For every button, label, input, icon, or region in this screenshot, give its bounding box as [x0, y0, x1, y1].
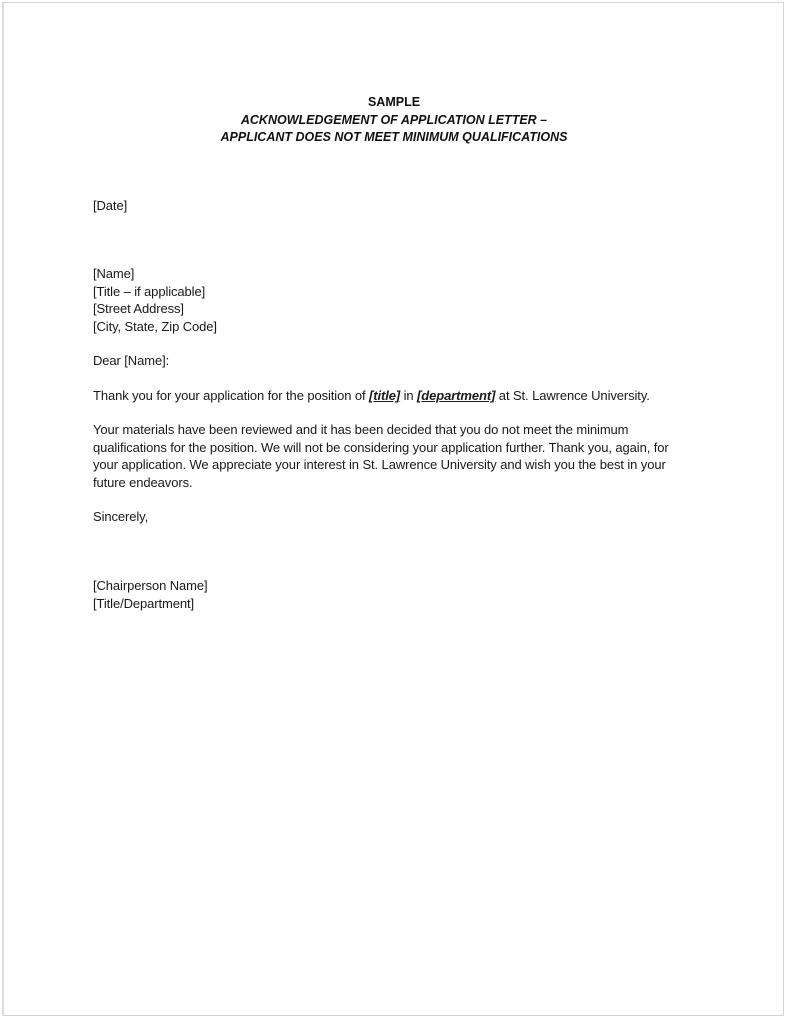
- signature-name: [Chairperson Name]: [93, 578, 208, 593]
- p1-prefix: Thank you for your application for the position of: [93, 388, 370, 403]
- paragraph-2-line-1: Your materials have been reviewed and it has been decided that you do not meet the minimum: [93, 422, 629, 437]
- sample-label: SAMPLE: [367, 95, 421, 109]
- date-placeholder: [Date]: [93, 198, 128, 213]
- title-line-1: ACKNOWLEDGEMENT OF APPLICATION LETTER –: [240, 112, 548, 127]
- p1-suffix: at St. Lawrence University.: [495, 388, 650, 403]
- title-line-2: APPLICANT DOES NOT MEET MINIMUM QUALIFICATIONS: [220, 130, 568, 144]
- closing: Sincerely,: [93, 509, 149, 524]
- department-placeholder: [department]: [417, 388, 496, 403]
- paragraph-2-line-4: future endeavors.: [93, 475, 193, 490]
- paragraph-2-line-3: your application. We appreciate your interest in St. Lawrence University and wish you the best in your: [93, 457, 666, 472]
- recipient-city: [City, State, Zip Code]: [93, 319, 217, 334]
- paragraph-2-line-2: qualifications for the position. We will not be considering your application further. Thank you, again, for: [93, 440, 669, 455]
- p1-middle: in: [400, 388, 418, 403]
- title-placeholder: [title]: [369, 388, 401, 403]
- salutation: Dear [Name]:: [93, 353, 170, 368]
- recipient-title: [Title – if applicable]: [93, 284, 206, 299]
- paragraph-1: [93, 387, 650, 405]
- recipient-street: [Street Address]: [93, 301, 184, 316]
- letter-header: [0, 94, 788, 147]
- signature-title: [Title/Department]: [93, 596, 195, 611]
- recipient-name: [Name]: [93, 266, 135, 281]
